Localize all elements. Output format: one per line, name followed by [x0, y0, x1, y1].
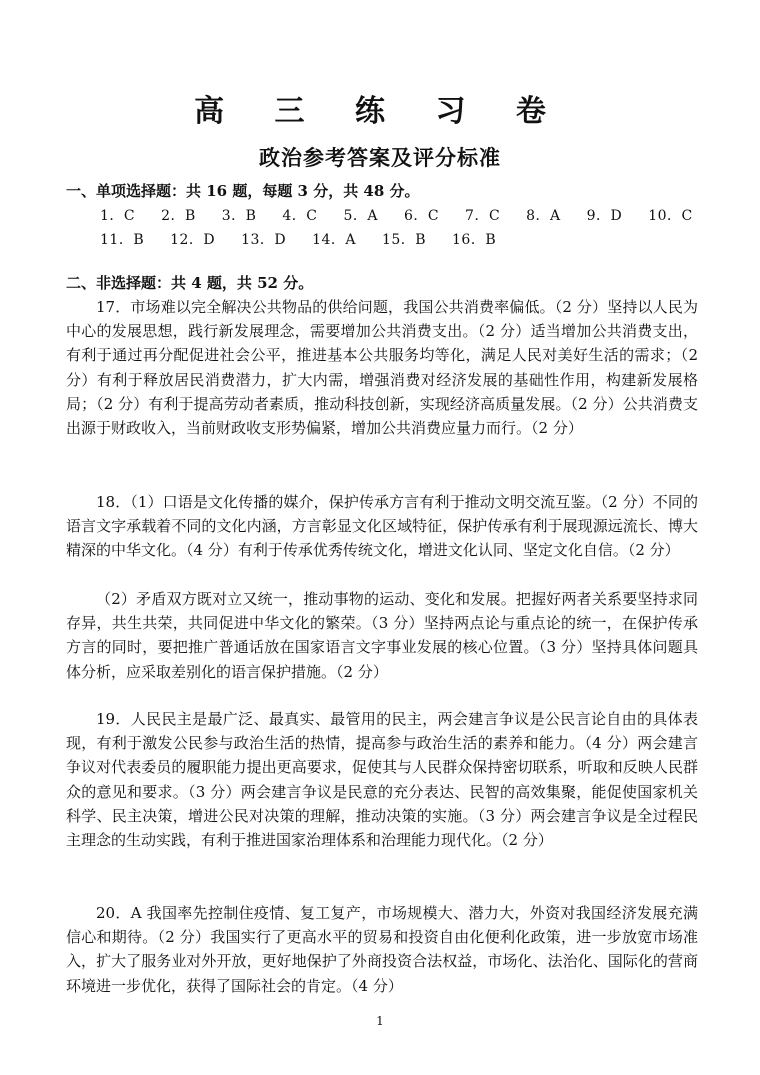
- answers-row-1: [100, 205, 714, 225]
- answer-q20: 20．A 我国率先控制住疫情、复工复产，市场规模大、潜力大，外资对我国经济发展充满信心和期待。（2 分）我国实行了更高水平的贸易和投资自由化便利化政策，进一步放宽市场准入，扩大了服务业对外开放，更好地保护了外商投资合法权益，市场化、法治化、国际化的营商环境进一步优化，获得了国际社会的肯定。（4 分）: [66, 904, 698, 995]
- document-title: 高 三 练 习 卷: [194, 94, 566, 129]
- answer-item: 1．C: [100, 208, 136, 224]
- answer-q19: 19．人民民主是最广泛、最真实、最管用的民主，两会建言争议是公民言论自由的具体表现，有利于激发公民参与政治生活的热情，提高参与政治生活的素养和能力。（4 分）两会建言争议对代表委员的履职能力提出更高要求，促使其与人民群众保持密切联系，听取和反映人民群众的意见和要求。（3 分）两会建言争议是民意的充分表达、民智的高效集聚，能促使国家机关科学、民主决策，增进公民对决策的理解，推动决策的实施。（3 分）两会建言争议是全过程民主理念的生动实践，有利于推进国家治理体系和治理能力现代化。（2 分）: [66, 710, 698, 850]
- answer-item: 9．D: [586, 208, 623, 224]
- answer-item: 6．C: [403, 208, 440, 224]
- answer-q18-part2: （2）矛盾双方既对立又统一，推动事物的运动、变化和发展。把握好两者关系要坚持求同存异，共生共荣，共同促进中华文化的繁荣。（3 分）坚持两点论与重点论的统一，在保护传承方言的同时，要把推广普通话放在国家语言文字事业发展的核心位置。（3 分）坚持具体问题具体分析，应采取差别化的语言保护措施。（2 分）: [66, 590, 698, 681]
- answers-row-2: [100, 229, 517, 249]
- page-number: 1: [376, 1014, 384, 1028]
- answer-item: 11．B: [100, 232, 145, 248]
- answer-item: 12．D: [170, 232, 216, 248]
- answer-item: 13．D: [241, 232, 287, 248]
- answer-item: 15．B: [381, 232, 427, 248]
- answer-item: 2．B: [161, 208, 196, 224]
- answer-item: 7．C: [465, 208, 501, 224]
- section2-heading: 二、非选择题：共 4 题，共 52 分。: [66, 274, 314, 292]
- answer-item: 14．A: [312, 232, 356, 248]
- answer-item: 16．B: [452, 232, 497, 248]
- document-subtitle: 政治参考答案及评分标准: [259, 145, 501, 170]
- answer-q18-part1: 18．（1）口语是文化传播的媒介，保护传承方言有利于推动文明交流互鉴。（2 分）不同的语言文字承载着不同的文化内涵，方言彰显文化区域特征，保护传承有利于展现源远流长、博大精深的中华文化。（4 分）有利于传承优秀传统文化，增进文化认同、坚定文化自信。（2 分）: [66, 493, 698, 560]
- section1-heading: 一、单项选择题：共 16 题，每题 3 分，共 48 分。: [66, 182, 420, 200]
- answer-item: 5．A: [343, 208, 378, 224]
- answer-item: 10．C: [648, 208, 693, 224]
- answer-item: 3．B: [221, 208, 257, 224]
- answer-item: 4．C: [282, 208, 318, 224]
- answer-item: 8．A: [526, 208, 561, 224]
- answer-q17: 17．市场难以完全解决公共物品的供给问题，我国公共消费率偏低。（2 分）坚持以人民为中心的发展思想，践行新发展理念，需要增加公共消费支出。（2 分）适当增加公共消费支出，有利于通过再分配促进社会公平，推进基本公共服务均等化，满足人民对美好生活的需求；（2 分）有利于释放居民消费潜力，扩大内需，增强消费对经济发展的基础性作用，构建新发展格局；（2 分）有利于提高劳动者素质，推动科技创新，实现经济高质量发展。（2 分）公共消费支出源于财政收入，当前财政收支形势偏紧，增加公共消费应量力而行。（2 分）: [66, 298, 698, 438]
